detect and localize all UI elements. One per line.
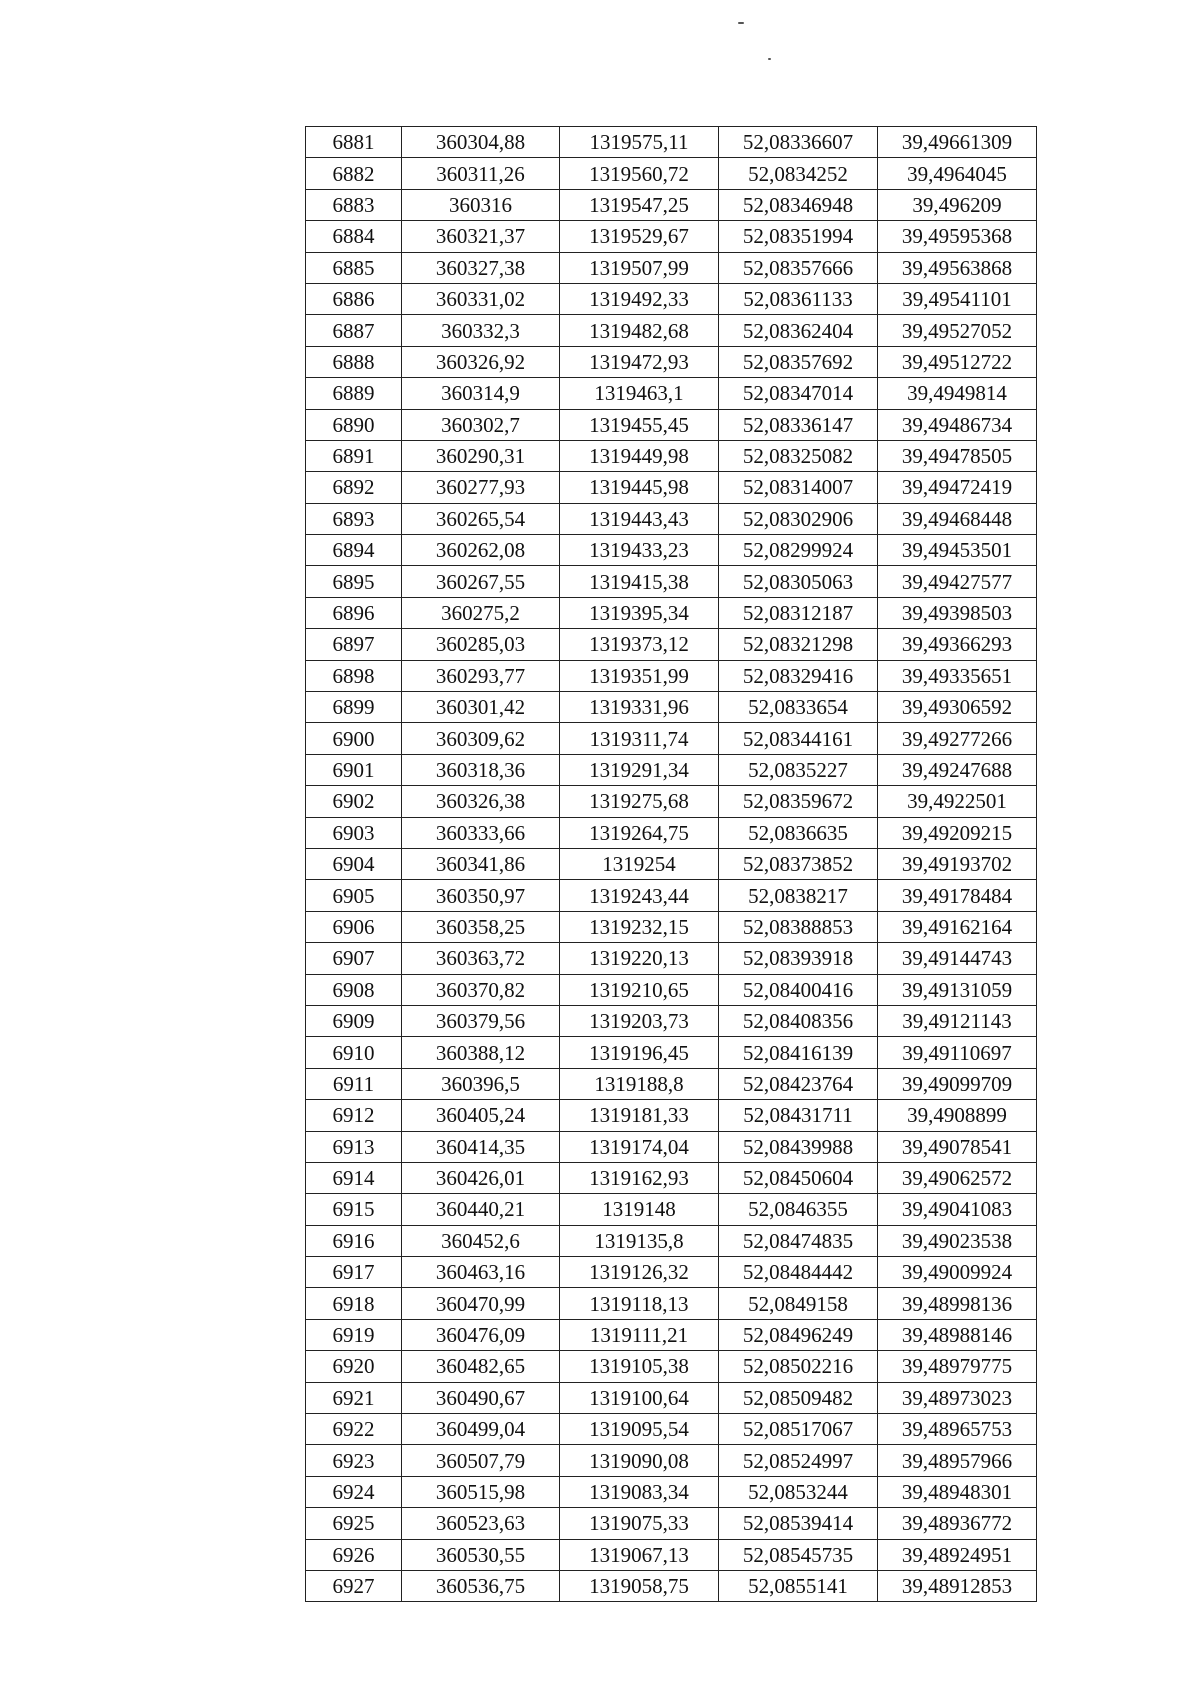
point-number-cell: 6927 (306, 1570, 402, 1601)
longitude-cell: 39,48912853 (878, 1570, 1037, 1601)
table-row (306, 1319, 1037, 1350)
longitude-cell: 39,49041083 (878, 1194, 1037, 1225)
x-coordinate-cell: 360499,04 (402, 1414, 560, 1445)
table-row (306, 503, 1037, 534)
x-coordinate-cell: 360318,36 (402, 754, 560, 785)
x-coordinate-cell: 360452,6 (402, 1225, 560, 1256)
y-coordinate-cell: 1319492,33 (560, 283, 719, 314)
longitude-cell: 39,48988146 (878, 1319, 1037, 1350)
table-row (306, 911, 1037, 942)
latitude-cell: 52,0838217 (719, 880, 878, 911)
latitude-cell: 52,08393918 (719, 943, 878, 974)
latitude-cell: 52,08373852 (719, 848, 878, 879)
point-number-cell: 6893 (306, 503, 402, 534)
table-row (306, 127, 1037, 158)
longitude-cell: 39,49110697 (878, 1037, 1037, 1068)
y-coordinate-cell: 1319111,21 (560, 1319, 719, 1350)
table-row (306, 1131, 1037, 1162)
table-row (306, 1037, 1037, 1068)
scan-speck (738, 22, 744, 24)
longitude-cell: 39,49209215 (878, 817, 1037, 848)
latitude-cell: 52,08359672 (719, 786, 878, 817)
longitude-cell: 39,49247688 (878, 754, 1037, 785)
latitude-cell: 52,08539414 (719, 1508, 878, 1539)
y-coordinate-cell: 1319090,08 (560, 1445, 719, 1476)
y-coordinate-cell: 1319174,04 (560, 1131, 719, 1162)
point-number-cell: 6901 (306, 754, 402, 785)
longitude-cell: 39,4949814 (878, 378, 1037, 409)
longitude-cell: 39,49335651 (878, 660, 1037, 691)
point-number-cell: 6903 (306, 817, 402, 848)
longitude-cell: 39,49527052 (878, 315, 1037, 346)
table-row (306, 723, 1037, 754)
point-number-cell: 6890 (306, 409, 402, 440)
table-row (306, 378, 1037, 409)
longitude-cell: 39,48998136 (878, 1288, 1037, 1319)
longitude-cell: 39,48957966 (878, 1445, 1037, 1476)
point-number-cell: 6911 (306, 1068, 402, 1099)
x-coordinate-cell: 360490,67 (402, 1382, 560, 1413)
y-coordinate-cell: 1319331,96 (560, 692, 719, 723)
table-row (306, 880, 1037, 911)
x-coordinate-cell: 360515,98 (402, 1476, 560, 1507)
latitude-cell: 52,08325082 (719, 440, 878, 471)
table-row (306, 283, 1037, 314)
point-number-cell: 6900 (306, 723, 402, 754)
latitude-cell: 52,0834252 (719, 158, 878, 189)
table-row (306, 1257, 1037, 1288)
longitude-cell: 39,48936772 (878, 1508, 1037, 1539)
latitude-cell: 52,08509482 (719, 1382, 878, 1413)
table-row (306, 1351, 1037, 1382)
y-coordinate-cell: 1319067,13 (560, 1539, 719, 1570)
table-row (306, 786, 1037, 817)
latitude-cell: 52,08312187 (719, 597, 878, 628)
table-row (306, 1068, 1037, 1099)
x-coordinate-cell: 360405,24 (402, 1100, 560, 1131)
y-coordinate-cell: 1319220,13 (560, 943, 719, 974)
point-number-cell: 6909 (306, 1005, 402, 1036)
latitude-cell: 52,08351994 (719, 221, 878, 252)
point-number-cell: 6891 (306, 440, 402, 471)
latitude-cell: 52,08439988 (719, 1131, 878, 1162)
table-row (306, 440, 1037, 471)
x-coordinate-cell: 360530,55 (402, 1539, 560, 1570)
table-row (306, 1382, 1037, 1413)
y-coordinate-cell: 1319455,45 (560, 409, 719, 440)
x-coordinate-cell: 360388,12 (402, 1037, 560, 1068)
latitude-cell: 52,08347014 (719, 378, 878, 409)
x-coordinate-cell: 360311,26 (402, 158, 560, 189)
x-coordinate-cell: 360293,77 (402, 660, 560, 691)
table-row (306, 535, 1037, 566)
x-coordinate-cell: 360326,92 (402, 346, 560, 377)
point-number-cell: 6902 (306, 786, 402, 817)
y-coordinate-cell: 1319311,74 (560, 723, 719, 754)
point-number-cell: 6885 (306, 252, 402, 283)
longitude-cell: 39,496209 (878, 189, 1037, 220)
table-row (306, 974, 1037, 1005)
latitude-cell: 52,08431711 (719, 1100, 878, 1131)
y-coordinate-cell: 1319373,12 (560, 629, 719, 660)
x-coordinate-cell: 360265,54 (402, 503, 560, 534)
scan-speck (768, 58, 771, 60)
point-number-cell: 6905 (306, 880, 402, 911)
latitude-cell: 52,08302906 (719, 503, 878, 534)
x-coordinate-cell: 360309,62 (402, 723, 560, 754)
y-coordinate-cell: 1319463,1 (560, 378, 719, 409)
point-number-cell: 6919 (306, 1319, 402, 1350)
table-row (306, 566, 1037, 597)
y-coordinate-cell: 1319210,65 (560, 974, 719, 1005)
longitude-cell: 39,49427577 (878, 566, 1037, 597)
table-row (306, 158, 1037, 189)
latitude-cell: 52,0853244 (719, 1476, 878, 1507)
table-row (306, 1539, 1037, 1570)
y-coordinate-cell: 1319118,13 (560, 1288, 719, 1319)
x-coordinate-cell: 360341,86 (402, 848, 560, 879)
point-number-cell: 6918 (306, 1288, 402, 1319)
x-coordinate-cell: 360482,65 (402, 1351, 560, 1382)
longitude-cell: 39,49121143 (878, 1005, 1037, 1036)
latitude-cell: 52,08450604 (719, 1162, 878, 1193)
x-coordinate-cell: 360327,38 (402, 252, 560, 283)
x-coordinate-cell: 360316 (402, 189, 560, 220)
point-number-cell: 6920 (306, 1351, 402, 1382)
x-coordinate-cell: 360333,66 (402, 817, 560, 848)
y-coordinate-cell: 1319243,44 (560, 880, 719, 911)
latitude-cell: 52,08408356 (719, 1005, 878, 1036)
x-coordinate-cell: 360275,2 (402, 597, 560, 628)
longitude-cell: 39,4922501 (878, 786, 1037, 817)
table-row (306, 1194, 1037, 1225)
latitude-cell: 52,08423764 (719, 1068, 878, 1099)
y-coordinate-cell: 1319083,34 (560, 1476, 719, 1507)
point-number-cell: 6889 (306, 378, 402, 409)
point-number-cell: 6915 (306, 1194, 402, 1225)
y-coordinate-cell: 1319100,64 (560, 1382, 719, 1413)
point-number-cell: 6894 (306, 535, 402, 566)
longitude-cell: 39,49023538 (878, 1225, 1037, 1256)
x-coordinate-cell: 360304,88 (402, 127, 560, 158)
point-number-cell: 6888 (306, 346, 402, 377)
table-row (306, 597, 1037, 628)
point-number-cell: 6906 (306, 911, 402, 942)
point-number-cell: 6904 (306, 848, 402, 879)
table-row (306, 1476, 1037, 1507)
latitude-cell: 52,0833654 (719, 692, 878, 723)
x-coordinate-cell: 360314,9 (402, 378, 560, 409)
latitude-cell: 52,08524997 (719, 1445, 878, 1476)
y-coordinate-cell: 1319181,33 (560, 1100, 719, 1131)
longitude-cell: 39,48973023 (878, 1382, 1037, 1413)
latitude-cell: 52,08346948 (719, 189, 878, 220)
latitude-cell: 52,08388853 (719, 911, 878, 942)
x-coordinate-cell: 360277,93 (402, 472, 560, 503)
x-coordinate-cell: 360350,97 (402, 880, 560, 911)
point-number-cell: 6922 (306, 1414, 402, 1445)
table-row (306, 1508, 1037, 1539)
point-number-cell: 6896 (306, 597, 402, 628)
x-coordinate-cell: 360290,31 (402, 440, 560, 471)
table-row (306, 221, 1037, 252)
table-row (306, 1288, 1037, 1319)
longitude-cell: 39,49486734 (878, 409, 1037, 440)
latitude-cell: 52,08416139 (719, 1037, 878, 1068)
latitude-cell: 52,08299924 (719, 535, 878, 566)
point-number-cell: 6898 (306, 660, 402, 691)
x-coordinate-cell: 360470,99 (402, 1288, 560, 1319)
latitude-cell: 52,08314007 (719, 472, 878, 503)
table-row (306, 660, 1037, 691)
point-number-cell: 6923 (306, 1445, 402, 1476)
latitude-cell: 52,08329416 (719, 660, 878, 691)
coordinates-table-body (306, 127, 1037, 1602)
latitude-cell: 52,08474835 (719, 1225, 878, 1256)
longitude-cell: 39,49078541 (878, 1131, 1037, 1162)
y-coordinate-cell: 1319264,75 (560, 817, 719, 848)
point-number-cell: 6907 (306, 943, 402, 974)
x-coordinate-cell: 360358,25 (402, 911, 560, 942)
longitude-cell: 39,49512722 (878, 346, 1037, 377)
y-coordinate-cell: 1319449,98 (560, 440, 719, 471)
longitude-cell: 39,49468448 (878, 503, 1037, 534)
latitude-cell: 52,08305063 (719, 566, 878, 597)
point-number-cell: 6883 (306, 189, 402, 220)
coordinates-table-container (305, 126, 1037, 1602)
x-coordinate-cell: 360301,42 (402, 692, 560, 723)
point-number-cell: 6917 (306, 1257, 402, 1288)
longitude-cell: 39,49131059 (878, 974, 1037, 1005)
point-number-cell: 6910 (306, 1037, 402, 1068)
x-coordinate-cell: 360370,82 (402, 974, 560, 1005)
y-coordinate-cell: 1319507,99 (560, 252, 719, 283)
y-coordinate-cell: 1319148 (560, 1194, 719, 1225)
y-coordinate-cell: 1319275,68 (560, 786, 719, 817)
point-number-cell: 6884 (306, 221, 402, 252)
x-coordinate-cell: 360440,21 (402, 1194, 560, 1225)
longitude-cell: 39,4908899 (878, 1100, 1037, 1131)
y-coordinate-cell: 1319560,72 (560, 158, 719, 189)
longitude-cell: 39,49009924 (878, 1257, 1037, 1288)
longitude-cell: 39,48948301 (878, 1476, 1037, 1507)
y-coordinate-cell: 1319203,73 (560, 1005, 719, 1036)
y-coordinate-cell: 1319415,38 (560, 566, 719, 597)
point-number-cell: 6887 (306, 315, 402, 346)
longitude-cell: 39,49595368 (878, 221, 1037, 252)
longitude-cell: 39,48979775 (878, 1351, 1037, 1382)
table-row (306, 252, 1037, 283)
table-row (306, 817, 1037, 848)
x-coordinate-cell: 360426,01 (402, 1162, 560, 1193)
point-number-cell: 6881 (306, 127, 402, 158)
y-coordinate-cell: 1319529,67 (560, 221, 719, 252)
table-row (306, 943, 1037, 974)
point-number-cell: 6916 (306, 1225, 402, 1256)
x-coordinate-cell: 360507,79 (402, 1445, 560, 1476)
x-coordinate-cell: 360536,75 (402, 1570, 560, 1601)
table-row (306, 754, 1037, 785)
longitude-cell: 39,49541101 (878, 283, 1037, 314)
point-number-cell: 6926 (306, 1539, 402, 1570)
y-coordinate-cell: 1319433,23 (560, 535, 719, 566)
x-coordinate-cell: 360331,02 (402, 283, 560, 314)
table-row (306, 189, 1037, 220)
table-row (306, 848, 1037, 879)
point-number-cell: 6886 (306, 283, 402, 314)
latitude-cell: 52,08496249 (719, 1319, 878, 1350)
y-coordinate-cell: 1319482,68 (560, 315, 719, 346)
y-coordinate-cell: 1319443,43 (560, 503, 719, 534)
latitude-cell: 52,08502216 (719, 1351, 878, 1382)
y-coordinate-cell: 1319135,8 (560, 1225, 719, 1256)
point-number-cell: 6924 (306, 1476, 402, 1507)
x-coordinate-cell: 360363,72 (402, 943, 560, 974)
y-coordinate-cell: 1319095,54 (560, 1414, 719, 1445)
latitude-cell: 52,08357666 (719, 252, 878, 283)
latitude-cell: 52,0849158 (719, 1288, 878, 1319)
latitude-cell: 52,08400416 (719, 974, 878, 1005)
longitude-cell: 39,49062572 (878, 1162, 1037, 1193)
table-row (306, 1100, 1037, 1131)
latitude-cell: 52,08336147 (719, 409, 878, 440)
latitude-cell: 52,08357692 (719, 346, 878, 377)
longitude-cell: 39,49193702 (878, 848, 1037, 879)
latitude-cell: 52,08545735 (719, 1539, 878, 1570)
point-number-cell: 6895 (306, 566, 402, 597)
y-coordinate-cell: 1319254 (560, 848, 719, 879)
table-row (306, 1414, 1037, 1445)
table-row (306, 346, 1037, 377)
longitude-cell: 39,49178484 (878, 880, 1037, 911)
point-number-cell: 6899 (306, 692, 402, 723)
x-coordinate-cell: 360396,5 (402, 1068, 560, 1099)
latitude-cell: 52,08344161 (719, 723, 878, 754)
y-coordinate-cell: 1319547,25 (560, 189, 719, 220)
latitude-cell: 52,0846355 (719, 1194, 878, 1225)
longitude-cell: 39,49306592 (878, 692, 1037, 723)
table-row (306, 1445, 1037, 1476)
y-coordinate-cell: 1319058,75 (560, 1570, 719, 1601)
latitude-cell: 52,0855141 (719, 1570, 878, 1601)
latitude-cell: 52,08336607 (719, 127, 878, 158)
table-row (306, 472, 1037, 503)
longitude-cell: 39,49563868 (878, 252, 1037, 283)
point-number-cell: 6912 (306, 1100, 402, 1131)
longitude-cell: 39,49366293 (878, 629, 1037, 660)
table-row (306, 1225, 1037, 1256)
point-number-cell: 6908 (306, 974, 402, 1005)
x-coordinate-cell: 360321,37 (402, 221, 560, 252)
latitude-cell: 52,0836635 (719, 817, 878, 848)
y-coordinate-cell: 1319196,45 (560, 1037, 719, 1068)
x-coordinate-cell: 360463,16 (402, 1257, 560, 1288)
point-number-cell: 6914 (306, 1162, 402, 1193)
y-coordinate-cell: 1319445,98 (560, 472, 719, 503)
longitude-cell: 39,49277266 (878, 723, 1037, 754)
y-coordinate-cell: 1319575,11 (560, 127, 719, 158)
table-row (306, 1005, 1037, 1036)
x-coordinate-cell: 360285,03 (402, 629, 560, 660)
y-coordinate-cell: 1319162,93 (560, 1162, 719, 1193)
table-row (306, 1162, 1037, 1193)
y-coordinate-cell: 1319291,34 (560, 754, 719, 785)
latitude-cell: 52,0835227 (719, 754, 878, 785)
latitude-cell: 52,08517067 (719, 1414, 878, 1445)
point-number-cell: 6921 (306, 1382, 402, 1413)
table-row (306, 315, 1037, 346)
x-coordinate-cell: 360262,08 (402, 535, 560, 566)
latitude-cell: 52,08484442 (719, 1257, 878, 1288)
point-number-cell: 6913 (306, 1131, 402, 1162)
y-coordinate-cell: 1319075,33 (560, 1508, 719, 1539)
x-coordinate-cell: 360326,38 (402, 786, 560, 817)
longitude-cell: 39,49453501 (878, 535, 1037, 566)
longitude-cell: 39,49478505 (878, 440, 1037, 471)
y-coordinate-cell: 1319351,99 (560, 660, 719, 691)
x-coordinate-cell: 360302,7 (402, 409, 560, 440)
x-coordinate-cell: 360523,63 (402, 1508, 560, 1539)
longitude-cell: 39,4964045 (878, 158, 1037, 189)
latitude-cell: 52,08321298 (719, 629, 878, 660)
table-row (306, 692, 1037, 723)
point-number-cell: 6882 (306, 158, 402, 189)
table-row (306, 1570, 1037, 1601)
point-number-cell: 6925 (306, 1508, 402, 1539)
point-number-cell: 6897 (306, 629, 402, 660)
longitude-cell: 39,48965753 (878, 1414, 1037, 1445)
x-coordinate-cell: 360414,35 (402, 1131, 560, 1162)
y-coordinate-cell: 1319105,38 (560, 1351, 719, 1382)
longitude-cell: 39,49398503 (878, 597, 1037, 628)
table-row (306, 409, 1037, 440)
x-coordinate-cell: 360332,3 (402, 315, 560, 346)
y-coordinate-cell: 1319395,34 (560, 597, 719, 628)
x-coordinate-cell: 360267,55 (402, 566, 560, 597)
longitude-cell: 39,49144743 (878, 943, 1037, 974)
coordinates-table (305, 126, 1037, 1602)
longitude-cell: 39,48924951 (878, 1539, 1037, 1570)
latitude-cell: 52,08362404 (719, 315, 878, 346)
table-row (306, 629, 1037, 660)
y-coordinate-cell: 1319126,32 (560, 1257, 719, 1288)
x-coordinate-cell: 360379,56 (402, 1005, 560, 1036)
y-coordinate-cell: 1319472,93 (560, 346, 719, 377)
y-coordinate-cell: 1319188,8 (560, 1068, 719, 1099)
latitude-cell: 52,08361133 (719, 283, 878, 314)
longitude-cell: 39,49472419 (878, 472, 1037, 503)
point-number-cell: 6892 (306, 472, 402, 503)
longitude-cell: 39,49099709 (878, 1068, 1037, 1099)
longitude-cell: 39,49162164 (878, 911, 1037, 942)
y-coordinate-cell: 1319232,15 (560, 911, 719, 942)
longitude-cell: 39,49661309 (878, 127, 1037, 158)
x-coordinate-cell: 360476,09 (402, 1319, 560, 1350)
